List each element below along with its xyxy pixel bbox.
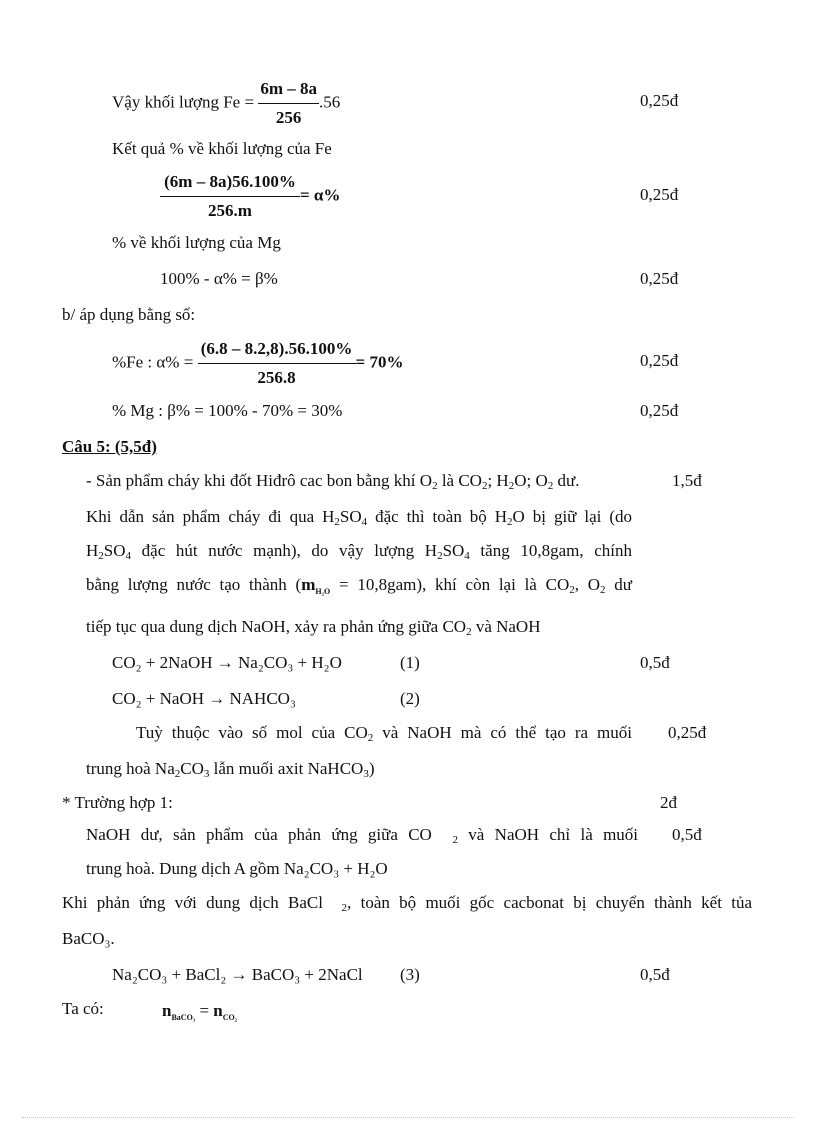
- justified-text: [86, 824, 638, 846]
- text: H: [86, 541, 99, 560]
- fe-percent-suffix: = α%: [300, 185, 341, 205]
- reaction-2: CO₂ + NaOH → NAHCO₃: [112, 689, 296, 708]
- fe-numeric-numerator: (6.8 – 8.2,8).56.100%: [198, 338, 356, 364]
- text: 2: [452, 834, 458, 846]
- justified-text: Khi dẫn sản phẩm cháy đi qua $H_2SO_4$ đặc thì toàn bộ $H_2O$ bị giữ lại (do: [86, 507, 632, 528]
- text: và NaOH mà có thể tạo ra muối: [373, 723, 632, 742]
- fe-mass-numerator: 6m – 8a: [258, 78, 319, 104]
- justified-text: Tuỳ thuộc vào số mol của $CO_2$ và NaOH mà có thể tạo ra muối: [136, 723, 632, 744]
- text: , toàn bộ muối gốc cacbonat bị chuyển thành kết tủa: [347, 893, 753, 912]
- page-bottom-dotted-rule: [22, 1117, 794, 1118]
- mg-numeric-score: 0,25đ: [640, 401, 679, 420]
- combustion-line-4: [86, 574, 632, 596]
- combustion-line-1: - Sản phẩm cháy khi đốt Hiđrô cac bon bằng khí $O_2$ là $CO_2$; $H_2O$; $O_2$ dư.: [86, 471, 580, 492]
- bacl2-line-1: [62, 892, 752, 914]
- case-1-line-score: 0,5đ: [672, 825, 702, 844]
- fe-percent-numerator: (6m – 8a)56.100%: [160, 171, 300, 197]
- combustion-line-5: tiếp tục qua dung dịch NaOH, xảy ra phản ứng giữa $CO_2$ và NaOH: [86, 617, 541, 638]
- reaction-3-score: 0,5đ: [640, 965, 670, 984]
- justified-text: $H_2SO_4$ đặc hút nước mạnh), do vậy lượng $H_2SO_4$ tăng 10,8gam, chính: [86, 541, 632, 562]
- text: ; H: [487, 471, 509, 490]
- fe-mass-fraction: [258, 78, 319, 129]
- part-b-heading: b/ áp dụng bằng số:: [62, 305, 196, 324]
- combustion-score: 1,5đ: [672, 471, 702, 490]
- justified-text: [62, 892, 752, 914]
- case-1-score: 2đ: [660, 793, 677, 812]
- fe-mass-line: [112, 78, 340, 129]
- reaction-3: Na₂CO₃ + BaCl₂ → BaCO₃ + 2NaCl: [112, 965, 363, 984]
- case-1-line-2: trung hoà. Dung dịch A gồm Na₂CO₃ + H₂O: [86, 859, 388, 878]
- reaction-1-label: (1): [400, 653, 420, 672]
- text: 2: [341, 902, 348, 914]
- text: - Sản phẩm cháy khi đốt Hiđrô cac bon bằng khí O: [86, 471, 433, 490]
- fe-mass-denominator: 256: [275, 108, 302, 127]
- text: SO: [442, 541, 465, 560]
- text: O bị giữ lại (do: [512, 507, 632, 526]
- text: SO: [103, 541, 126, 560]
- text: đặc thì toàn bộ H: [367, 507, 508, 526]
- text: bằng lượng nước tạo thành (: [86, 575, 302, 594]
- text: ): [368, 759, 375, 778]
- mg-formula: 100% - α% = β%: [160, 269, 278, 288]
- text: =: [199, 1001, 210, 1020]
- fe-percent-denominator: 256.m: [208, 201, 252, 220]
- text: trung hoà Na: [86, 759, 175, 778]
- mg-numeric: % Mg : β% = 100% - 70% = 30%: [112, 401, 343, 420]
- mg-intro: % về khối lượng của Mg: [112, 233, 281, 252]
- reaction-1: CO₂ + 2NaOH → Na₂CO₃ + H₂O: [112, 653, 342, 672]
- text: CO₂: [222, 1013, 238, 1022]
- text: Tuỳ thuộc vào số mol của CO: [136, 723, 368, 742]
- fe-mass-suffix: .56: [318, 92, 341, 112]
- depends-score: 0,25đ: [668, 723, 707, 742]
- fe-numeric-prefix: %Fe : α% =: [112, 352, 194, 372]
- combustion-line-3: [86, 540, 632, 562]
- fe-percent-line: [160, 171, 340, 222]
- question-5-heading: Câu 5: (5,5đ): [62, 437, 157, 456]
- fe-percent-fraction: [160, 171, 300, 222]
- fe-numeric-line: [112, 338, 403, 389]
- mg-formula-score: 0,25đ: [640, 269, 679, 288]
- fe-numeric-fraction: [198, 338, 356, 389]
- text: BaCO₃: [171, 1013, 196, 1022]
- text: và NaOH: [471, 617, 541, 636]
- text: dư.: [553, 471, 580, 490]
- combustion-line-2: [86, 506, 632, 528]
- bacl2-line-2: BaCO₃.: [62, 929, 115, 948]
- text: CO: [180, 759, 204, 778]
- text: Khi phản ứng với dung dịch BaCl: [62, 893, 323, 912]
- taco-equation: [162, 1000, 237, 1022]
- fe-mass-prefix: Vậy khối lượng Fe =: [112, 92, 255, 112]
- taco-label: Ta có:: [62, 999, 104, 1018]
- text: tăng 10,8gam, chính: [469, 541, 632, 560]
- text: đặc hút nước mạnh), do vậy lượng H: [131, 541, 438, 560]
- reaction-3-label: (3): [400, 965, 420, 984]
- justified-text: bằng lượng nước tạo thành $(m_{H_2O} = 10,8gam)$, khí còn lại là $CO_2$, $O_2$ dư: [86, 575, 633, 596]
- text: SO: [339, 507, 362, 526]
- text: và NaOH chỉ là muối: [457, 825, 639, 844]
- text: H₂O: [315, 587, 331, 596]
- fe-numeric-suffix: = 70%: [355, 352, 404, 372]
- text: , O: [574, 575, 601, 594]
- fe-percent-score: 0,25đ: [640, 185, 679, 204]
- fe-mass-score: 0,25đ: [640, 91, 679, 110]
- text: n: [162, 1001, 172, 1020]
- text: là CO: [437, 471, 482, 490]
- text: lẫn muối axit NaHCO: [209, 759, 364, 778]
- text: dư: [605, 575, 633, 594]
- reaction-1-score: 0,5đ: [640, 653, 670, 672]
- fe-numeric-denominator: 256.8: [257, 368, 296, 387]
- fe-numeric-score: 0,25đ: [640, 351, 679, 370]
- text: Khi dẫn sản phẩm cháy đi qua H: [86, 507, 335, 526]
- text: n: [213, 1001, 223, 1020]
- result-intro: Kết quả % về khối lượng của Fe: [112, 139, 332, 158]
- case-1-title: * Trường hợp 1:: [62, 793, 173, 812]
- case-1-line-1: [86, 824, 638, 846]
- text: NaOH dư, sản phẩm của phản ứng giữa CO: [86, 825, 432, 844]
- text: tiếp tục qua dung dịch NaOH, xảy ra phản ứng giữa CO: [86, 617, 467, 636]
- text: O; O: [514, 471, 548, 490]
- depends-line-2: trung hoà $Na_2CO_3$ lẫn muối axit NaHCO$_3$): [86, 759, 375, 780]
- text: m: [301, 575, 316, 594]
- reaction-2-label: (2): [400, 689, 420, 708]
- text: = 10,8gam), khí còn lại là CO: [330, 575, 570, 594]
- depends-line-1: [136, 722, 632, 744]
